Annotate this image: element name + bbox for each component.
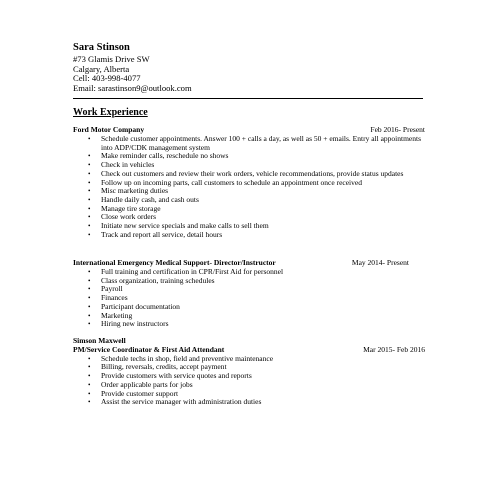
bullet-icon: • [88, 268, 91, 276]
duty-list [73, 268, 425, 329]
duty-list [73, 355, 425, 407]
duty-item: • Follow up on incoming parts, call customers to schedule an appointment once received [88, 177, 362, 187]
duty-item: • Billing, reversals, credits, accept payment [88, 362, 227, 372]
bullet-icon: • [88, 222, 91, 231]
duty-item: • Order applicable parts for jobs [88, 379, 193, 389]
section-title-work-experience: Work Experience [73, 107, 148, 118]
job-entry-ford [73, 126, 425, 239]
bullet-icon: • [88, 187, 91, 196]
bullet-icon: • [88, 135, 91, 143]
bullet-icon: • [88, 178, 91, 187]
duty-item: • Track and report all service, detail hours [88, 229, 223, 239]
bullet-icon: • [88, 311, 91, 320]
header-divider [73, 98, 423, 99]
duty-item: • Provide customers with service quotes and reports [88, 371, 252, 381]
duty-item: • Close work orders [88, 212, 156, 222]
duty-item: • Provide customer support [88, 388, 179, 398]
job-employer: Ford Motor Company [73, 125, 145, 134]
bullet-icon: • [88, 398, 91, 407]
bullet-icon: • [88, 285, 91, 294]
bullet-icon: • [88, 213, 91, 222]
duty-item: • Class organization, training schedules [88, 275, 215, 285]
duty-item: • Handle daily cash, and cash outs [88, 194, 199, 204]
address-line-2: Calgary, Alberta [73, 63, 130, 74]
bullet-icon: • [88, 161, 91, 170]
duty-list [73, 135, 425, 239]
duty-item: • Participant documentation [88, 301, 180, 311]
duty-item: • Schedule techs in shop, field and preventive maintenance [88, 353, 274, 363]
job-dates: Mar 2015- Feb 2016 [363, 344, 425, 354]
duty-item: • Hiring new instructors [88, 319, 169, 329]
address-line-1: #73 Glamis Drive SW [73, 54, 150, 64]
job-employer: Simson Maxwell [73, 336, 126, 345]
duty-item: • Assist the service manager with administration duties [88, 397, 262, 407]
job-role: PM/Service Coordinator & First Aid Attendant [73, 344, 225, 354]
bullet-icon: • [88, 389, 91, 398]
duty-item: • Initiate new service specials and make calls to sell them [88, 221, 269, 231]
email-address: Email: sarastinson9@outlook.com [73, 82, 192, 93]
bullet-icon: • [88, 152, 91, 161]
duty-item: • Make reminder calls, reschedule no shows [88, 151, 229, 161]
duty-item: • Schedule customer appointments. Answer 100 + calls a day, as well as 50 + emails. Entry all appointments into ADP/CDK management system [88, 134, 421, 152]
bullet-icon: • [88, 372, 91, 381]
bullet-icon: • [88, 363, 91, 372]
job-employer: International Emergency Medical Support- Director/Instructor [73, 258, 276, 267]
duty-item: • Marketing [88, 310, 133, 320]
duty-item: • Manage tire storage [88, 203, 161, 213]
bullet-icon: • [88, 276, 91, 285]
duty-item: • Misc marketing duties [88, 186, 169, 196]
bullet-icon: • [88, 169, 91, 178]
duty-item: • Full training and certification in CPR/First Aid for personnel [88, 267, 284, 276]
bullet-icon: • [88, 320, 91, 329]
duty-item: • Check in vehicles [88, 160, 155, 170]
bullet-icon: • [88, 230, 91, 239]
duty-item: • Check out customers and review their work orders, vehicle recommendations, provide status updates [88, 168, 404, 178]
bullet-icon: • [88, 204, 91, 213]
applicant-name: Sara Stinson [73, 42, 130, 53]
bullet-icon: • [88, 195, 91, 204]
duty-item: • Payroll [88, 284, 123, 294]
job-entry-iems [73, 259, 425, 329]
bullet-icon: • [88, 294, 91, 303]
bullet-icon: • [88, 354, 91, 363]
bullet-icon: • [88, 302, 91, 311]
job-dates: May 2014- Present [351, 258, 409, 267]
cell-phone: Cell: 403-998-4077 [73, 73, 141, 84]
bullet-icon: • [88, 380, 91, 389]
job-entry-simson-maxwell [73, 337, 425, 407]
duty-item: • Finances [88, 293, 128, 303]
job-dates: Feb 2016- Present [370, 125, 425, 134]
contact-block [73, 42, 192, 93]
